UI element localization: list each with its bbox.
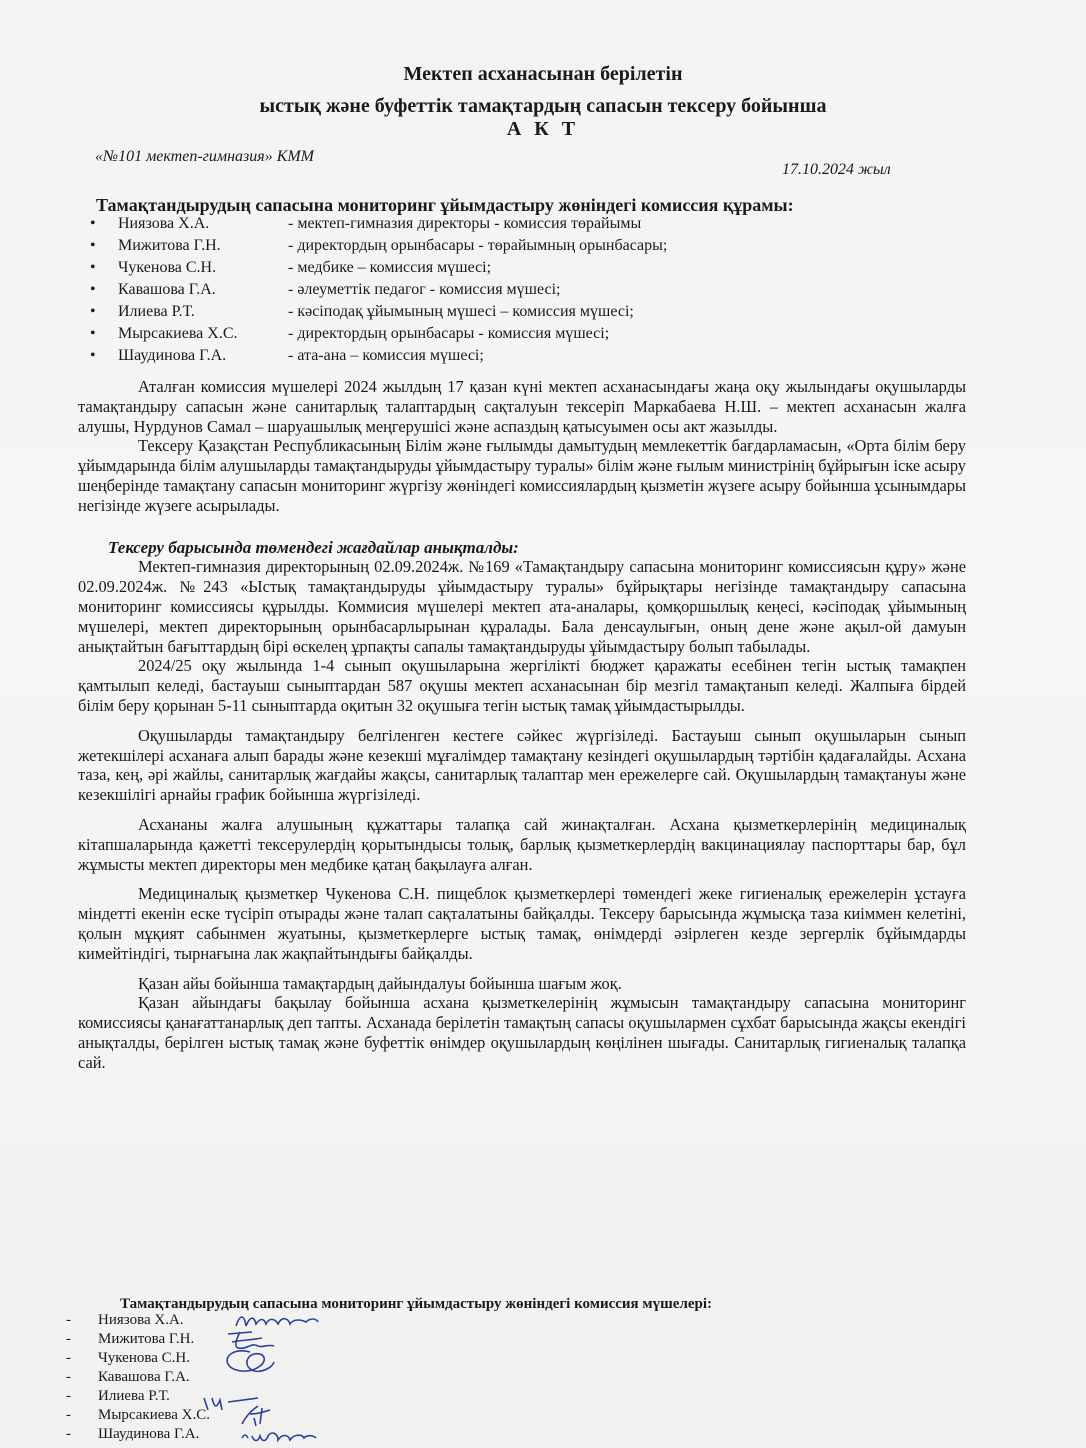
member-role: - директордың орынбасары - комиссия мүшесі; [288,325,610,342]
document-date: 17.10.2024 жыл [782,161,891,178]
list-item [66,1349,210,1368]
member-role: - әлеуметтік педагог - комиссия мүшесі; [288,281,561,298]
title-line-3: А К Т [506,118,580,140]
signer-name: Мырсакиева Х.С. [98,1407,211,1423]
title-line-1: Мектеп асханасынан берілетін [403,63,683,85]
member-role: - медбике – комиссия мүшесі; [288,259,492,276]
bullet: • [90,259,96,276]
paragraph-intro: Аталған комиссия мүшелері 2024 жылдың 17 қазан күні мектеп асханасындағы жаңа оқу жылындағы оқушыларды тамақтандыру сапасын және санитарлық талаптардың сақталуын тексеріп Маркабаева Н.Ш. – мектеп асханасын жалға алушы, Нурдунов Самал – шаруашылық меңгерушісі және аспаздың қатысуымен осы акт жазылды. [78,377,966,436]
list-item [66,1368,210,1387]
signature-scribble-6 [238,1426,318,1446]
findings-heading: Тексеру барысында төмендегі жағдайлар анықталды: [108,537,519,557]
paragraph-hygiene: Медициналық қызметкер Чукенова С.Н. пищеблок қызметкерлері төмендегі жеке гигиеналық ережелерін ұстауға міндетті екенін еске түсіріп отырады және талап сақталатыны байқалды. Тексеру барысында жұмысқа таза киіммен келетіні, қолын мұқият сабынмен жуатыны, қызметкерлерге ыстық тамақ, өнімдерді әзірлеген кезде зергерлік бұйымдарды кимейтіндігі, тырнағына лак жақпайтындығы байқалды. [78,884,966,963]
paragraph-documents: Асхананы жалға алушының құжаттары талапқа сай жинақталған. Асхана қызметкерлерінің медициналық кітапшаларында қажетті тексерулердің қорытындысы толық, барлық қызметкерлердің вакцинациялау паспорттары бар, бұл жұмысты мектеп директоры мен медбике қатаң бақылауға алған. [78,814,966,874]
list-item [90,257,667,279]
list-item [90,345,667,367]
title-line-2: ыстық және буфеттік тамақтардың сапасын тексеру бойынша [259,95,827,117]
list-item [66,1311,210,1330]
list-item [90,235,667,257]
signer-name: Ниязова Х.А. [98,1312,184,1328]
signer-name: Кавашова Г.А. [98,1369,190,1385]
signature-list [66,1311,210,1444]
member-role: - ата-ана – комиссия мүшесі; [288,347,484,364]
list-item [90,323,667,345]
member-name: Шаудинова Г.А. [118,347,227,364]
paragraph-schedule: Оқушыларды тамақтандыру белгіленген кестеге сәйкес жүргізіледі. Бастауыш сынып оқушыларын сынып жетекшілері асханаға алып барады және кезекші мұғалімдер тамақтану кезіндегі оқушылардың тәртібін қадағалайды. Асхана таза, кең, әрі жайлы, санитарлық жағдайы жақсы, санитарлық талаптар мен ережелерге сай. Оқушылардың тамақтануы және кезекшілігі арнайы график бойынша жүргізіледі. [78,725,966,805]
signature-scribble-5 [236,1402,276,1428]
list-item [90,279,667,301]
dash: - [66,1407,71,1423]
dash: - [66,1369,71,1385]
paragraph-orders: Мектеп-гимназия директорының 02.09.2024ж. №169 «Тамақтандыру сапасына мониторинг комиссиясын құру» және 02.09.2024ж. №243 «Ыстық тамақтандыруды ұйымдастыру туралы» бұйрықтары негізінде тамақтандыру сапасына мониторинг комиссиясы құрылды. Коммисия мүшелері мектеп ата-аналары, қомқоршылық кеңесі, кәсіподақ ұйымының мүшелері, мектеп директорының орынбасарлырынан құралады. Бала денсаулығын, оның дене және ақыл-ой дамуын анықтайтын бағыттардың бірі өскелең ұрпақты сапалы тамақтандыруды ұйымдастыру болып табылады. [78,557,966,656]
paragraph-conclusion: Қазан айындағы бақылау бойынша асхана қызметкелерінің жұмысын тамақтандыру сапасына мониторинг комиссиясы қанағаттанарлық деп тапты. Асханада берілетін тамақтың сапасы оқушылармен сұхбат барысында жақсы екендігі анықталды, берілген ыстық тамақ және буфеттік өнімдер оқушылардың көңілінен шығады. Санитарлық гигиеналық талапқа сай. [78,993,966,1072]
bullet: • [90,303,96,320]
list-item [66,1406,210,1425]
member-name: Мижитова Г.Н. [118,237,221,254]
paragraph-no-complaints: Қазан айы бойынша тамақтардың дайындалуы бойынша шағым жоқ. [138,973,622,993]
bullet: • [90,347,96,364]
bullet: • [90,237,96,254]
list-item [66,1425,210,1444]
dash: - [66,1426,71,1442]
signer-name: Шаудинова Г.А. [98,1426,200,1442]
signer-name: Илиева Р.Т. [98,1388,170,1404]
member-name: Кавашова Г.А. [118,281,216,298]
signatures-heading: Тамақтандырудың сапасына мониторинг ұйымдастыру жөніндегі комиссия мүшелері: [120,1296,713,1312]
member-name: Илиева Р.Т. [118,303,195,320]
bullet: • [90,215,96,232]
list-item [66,1330,210,1349]
dash: - [66,1388,71,1404]
commission-member-list [90,213,667,367]
member-name: Чукенова С.Н. [118,259,217,276]
bullet: • [90,281,96,298]
dash: - [66,1312,71,1328]
dash: - [66,1350,71,1366]
member-role: - кәсіподақ ұйымының мүшесі – комиссия мүшесі; [288,303,634,320]
organization-name: «№101 мектеп-гимназия» КММ [95,148,315,165]
act-body [78,377,966,1073]
paragraph-basis: Тексеру Қазақстан Республикасының Білім және ғылымды дамытудың мемлекеттік бағдарламасын, «Орта білім беру ұйымдарында білім алушыларды тамақтандыруды ұйымдастыру туралы» білім және ғылым министрінің бұйрығын іске асыру шеңберінде тамақтану сапасын мониторинг жүргізу жөніндегі комиссиялардың қызметін жүзеге асыру бойынша ұсынымдары негізінде жүзеге асырылады. [78,436,966,515]
list-item [66,1387,210,1406]
member-role: - директордың орынбасары - төрайымның орынбасары; [288,237,668,254]
paragraph-free-meals: 2024/25 оқу жылында 1-4 сынып оқушыларына жергілікті бюджет қаражаты есебінен тегін ыстық тамақпен қамтылып келеді, бастауыш сыныптардан 587 оқушы мектеп асханасынан бір мезгіл тамақтанып келеді. Жалпыға бірдей білім беру қорынан 5-11 сыныптарда оқитын 32 оқушыға тегін ыстық тамақ ұйымдастырылды. [78,656,966,715]
list-item [90,213,667,235]
bullet: • [90,325,96,342]
member-name: Мырсакиева Х.С. [118,325,238,342]
member-role: - мектеп-гимназия директоры - комиссия төрайымы [288,215,642,232]
commission-heading: Тамақтандырудың сапасына мониторинг ұйымдастыру жөніндегі комиссия құрамы: [96,195,794,215]
list-item [90,301,667,323]
dash: - [66,1331,71,1347]
signature-scribble-3 [220,1348,280,1378]
signer-name: Чукенова С.Н. [98,1350,190,1366]
signer-name: Мижитова Г.Н. [98,1331,195,1347]
member-name: Ниязова Х.А. [118,215,210,232]
